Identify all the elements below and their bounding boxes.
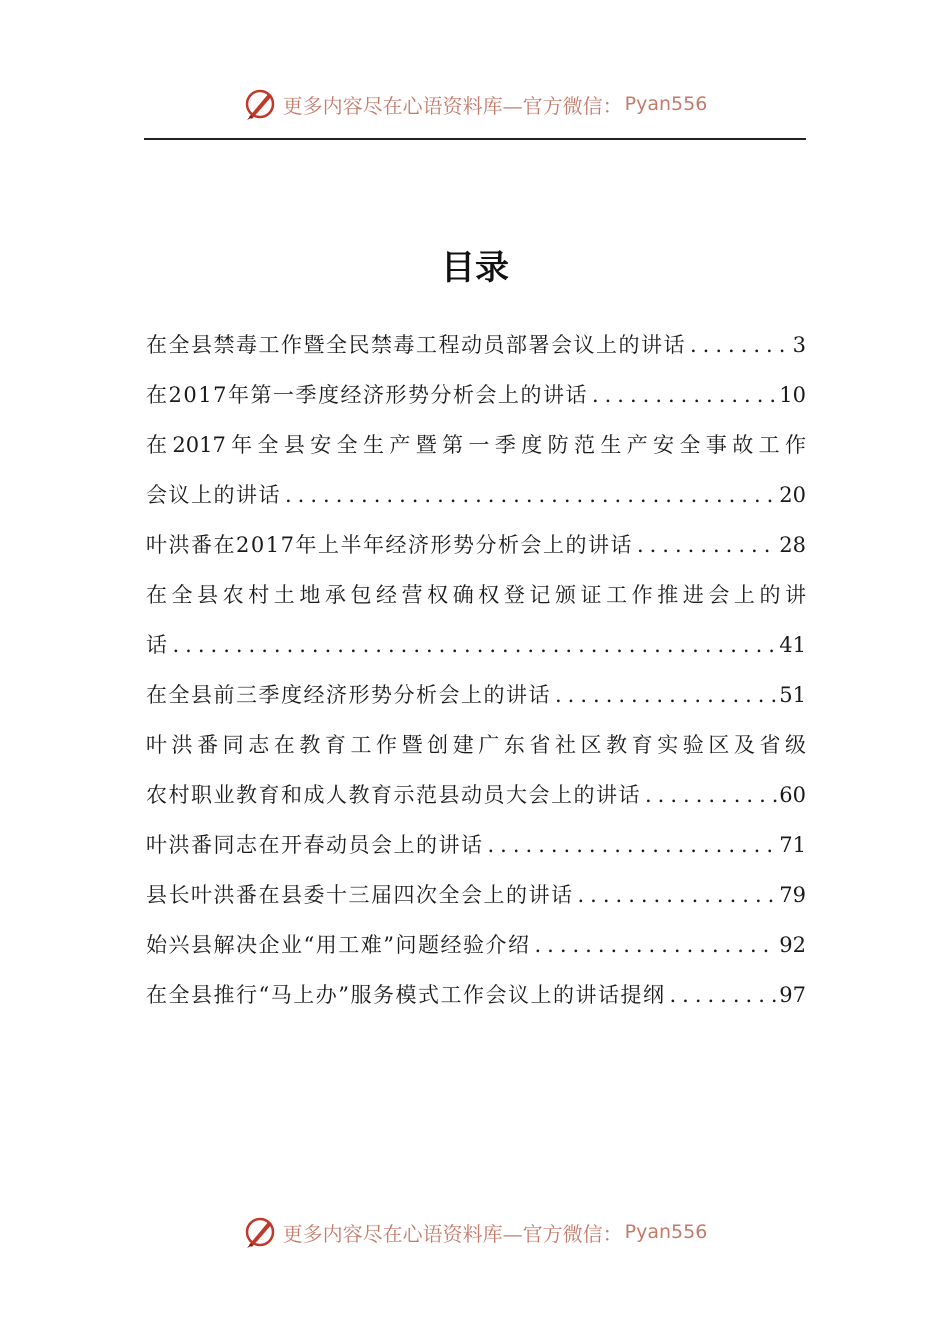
toc-leader bbox=[169, 620, 778, 670]
toc-entry-text: 县长叶洪番在县委十三届四次全会上的讲话 bbox=[146, 883, 574, 907]
toc-leader bbox=[551, 670, 777, 720]
toc-entry-text: 叶洪番同志在教育工作暨创建广东省社区教育实验区及省级 bbox=[146, 733, 806, 757]
watermark-text-en: Pyan556 bbox=[624, 1221, 708, 1243]
pen-logo-icon bbox=[243, 87, 277, 121]
toc-entry[interactable] bbox=[146, 720, 806, 770]
watermark-text-cn: 更多内容尽在心语资料库—官方微信： bbox=[282, 1221, 623, 1246]
toc-entry-continuation[interactable] bbox=[146, 470, 806, 520]
table-of-contents bbox=[146, 320, 806, 1020]
toc-page-number: 60 bbox=[779, 783, 806, 807]
toc-page-number: 79 bbox=[779, 883, 806, 907]
toc-entry[interactable] bbox=[146, 820, 806, 870]
toc-page-number: 51 bbox=[779, 683, 806, 707]
toc-leader bbox=[686, 320, 791, 370]
toc-entry-text: 农村职业教育和成人教育示范县动员大会上的讲话 bbox=[146, 783, 641, 807]
toc-page-number: 20 bbox=[779, 483, 806, 507]
toc-entry[interactable] bbox=[146, 320, 806, 370]
toc-entry[interactable] bbox=[146, 870, 806, 920]
toc-entry[interactable] bbox=[146, 920, 806, 970]
toc-entry-text: 在全县禁毒工作暨全民禁毒工程动员部署会议上的讲话 bbox=[146, 333, 686, 357]
toc-leader bbox=[530, 920, 777, 970]
watermark-text-cn: 更多内容尽在心语资料库—官方微信： bbox=[282, 93, 623, 118]
toc-entry-continuation[interactable] bbox=[146, 770, 806, 820]
pen-logo-icon bbox=[243, 1215, 277, 1249]
toc-entry-text: 在2017年第一季度经济形势分析会上的讲话 bbox=[146, 383, 588, 407]
toc-entry[interactable] bbox=[146, 570, 806, 620]
toc-entry[interactable] bbox=[146, 670, 806, 720]
header-divider bbox=[144, 138, 806, 140]
toc-page-number: 92 bbox=[779, 933, 806, 957]
toc-page-number: 10 bbox=[779, 383, 806, 407]
toc-entry-text: 始兴县解决企业“用工难”问题经验介绍 bbox=[146, 933, 531, 957]
toc-leader bbox=[641, 770, 777, 820]
toc-page-number: 97 bbox=[779, 983, 806, 1007]
toc-entry-text: 叶洪番在2017年上半年经济形势分析会上的讲话 bbox=[146, 533, 633, 557]
watermark-text-en: Pyan556 bbox=[624, 93, 708, 115]
toc-entry[interactable] bbox=[146, 420, 806, 470]
toc-leader bbox=[633, 520, 777, 570]
page-title: 目录 bbox=[441, 248, 509, 288]
toc-page-number: 3 bbox=[792, 333, 806, 357]
toc-leader bbox=[588, 370, 777, 420]
toc-leader bbox=[281, 470, 777, 520]
toc-entry-text: 话 bbox=[146, 633, 169, 657]
toc-entry-text: 在全县前三季度经济形势分析会上的讲话 bbox=[146, 683, 551, 707]
toc-entry-text: 叶洪番同志在开春动员会上的讲话 bbox=[146, 833, 484, 857]
header-watermark bbox=[0, 84, 950, 124]
toc-leader bbox=[665, 970, 777, 1020]
toc-entry[interactable] bbox=[146, 370, 806, 420]
toc-entry-text: 在全县农村土地承包经营权确权登记颁证工作推进会上的讲 bbox=[146, 583, 806, 607]
toc-entry-continuation[interactable] bbox=[146, 620, 806, 670]
toc-page-number: 28 bbox=[779, 533, 806, 557]
toc-leader bbox=[484, 820, 778, 870]
toc-entry-text: 会议上的讲话 bbox=[146, 483, 281, 507]
footer-watermark bbox=[0, 1212, 950, 1252]
toc-entry[interactable] bbox=[146, 970, 806, 1020]
toc-leader bbox=[574, 870, 778, 920]
toc-entry-text: 在全县推行“马上办”服务模式工作会议上的讲话提纲 bbox=[146, 983, 666, 1007]
toc-entry-text: 在2017年全县安全生产暨第一季度防范生产安全事故工作 bbox=[146, 433, 806, 457]
toc-page-number: 41 bbox=[779, 633, 806, 657]
toc-entry[interactable] bbox=[146, 520, 806, 570]
toc-page-number: 71 bbox=[779, 833, 806, 857]
